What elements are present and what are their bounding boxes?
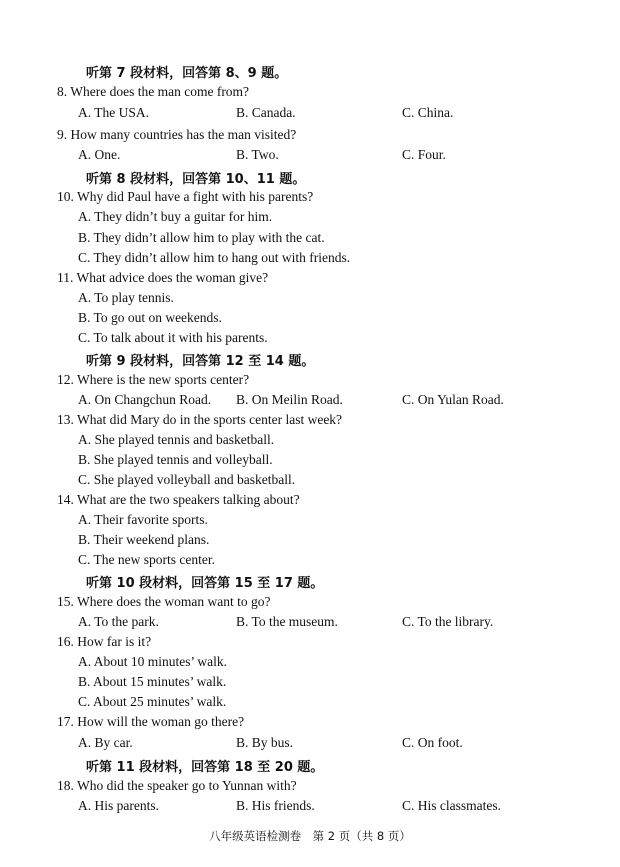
question-16-option-c: C. About 25 minutes’ walk. bbox=[78, 694, 227, 709]
question-12-stem: 12. Where is the new sports center? bbox=[57, 372, 250, 387]
question-9-option-a: A. One. bbox=[78, 147, 121, 162]
question-16-option-a: A. About 10 minutes’ walk. bbox=[78, 654, 227, 669]
question-17-stem: 17. How will the woman go there? bbox=[57, 714, 245, 729]
question-11-stem: 11. What advice does the woman give? bbox=[57, 270, 269, 285]
question-11-option-c: C. To talk about it with his parents. bbox=[78, 330, 268, 345]
question-9-option-b: B. Two. bbox=[236, 147, 279, 162]
section-header-8: 听第 8 段材料，回答第 10、11 题。 bbox=[86, 172, 306, 187]
question-11-option-a: A. To play tennis. bbox=[78, 290, 174, 305]
section-header-10: 听第 10 段材料，回答第 15 至 17 题。 bbox=[86, 576, 324, 591]
question-12-option-a: A. On Changchun Road. bbox=[78, 392, 212, 407]
question-9-stem: 9. How many countries has the man visited? bbox=[57, 127, 297, 142]
question-13-option-b: B. She played tennis and volleyball. bbox=[78, 452, 273, 467]
question-13-stem: 13. What did Mary do in the sports center last week? bbox=[57, 412, 343, 427]
question-14-stem: 14. What are the two speakers talking about? bbox=[57, 492, 300, 507]
page-footer: 八年级英语检测卷 第 2 页（共 8 页） bbox=[209, 829, 411, 843]
question-17-option-b: B. By bus. bbox=[236, 735, 294, 750]
question-8-option-a: A. The USA. bbox=[78, 105, 150, 120]
question-10-stem: 10. Why did Paul have a fight with his parents? bbox=[57, 189, 314, 204]
question-10-option-a: A. They didn’t buy a guitar for him. bbox=[78, 209, 273, 224]
question-18-option-a: A. His parents. bbox=[78, 798, 159, 813]
question-15-stem: 15. Where does the woman want to go? bbox=[57, 594, 271, 609]
question-11-option-b: B. To go out on weekends. bbox=[78, 310, 222, 325]
question-16-stem: 16. How far is it? bbox=[57, 634, 152, 649]
question-15-option-c: C. To the library. bbox=[402, 614, 494, 629]
question-12-option-c: C. On Yulan Road. bbox=[402, 392, 504, 407]
question-18-option-c: C. His classmates. bbox=[402, 798, 501, 813]
question-14-option-b: B. Their weekend plans. bbox=[78, 532, 210, 547]
question-18-stem: 18. Who did the speaker go to Yunnan with? bbox=[57, 778, 297, 793]
question-15-option-b: B. To the museum. bbox=[236, 614, 338, 629]
question-13-option-c: C. She played volleyball and basketball. bbox=[78, 472, 296, 487]
question-17-option-a: A. By car. bbox=[78, 735, 133, 750]
question-14-option-c: C. The new sports center. bbox=[78, 552, 215, 567]
question-8-stem: 8. Where does the man come from? bbox=[57, 84, 250, 99]
question-13-option-a: A. She played tennis and basketball. bbox=[78, 432, 275, 447]
question-9-option-c: C. Four. bbox=[402, 147, 446, 162]
section-header-9: 听第 9 段材料，回答第 12 至 14 题。 bbox=[86, 354, 315, 369]
question-12-option-b: B. On Meilin Road. bbox=[236, 392, 343, 407]
question-10-option-b: B. They didn’t allow him to play with the cat. bbox=[78, 230, 325, 245]
section-header-7: 听第 7 段材料，回答第 8、9 题。 bbox=[86, 66, 288, 81]
question-18-option-b: B. His friends. bbox=[236, 798, 315, 813]
question-17-option-c: C. On foot. bbox=[402, 735, 463, 750]
question-8-option-c: C. China. bbox=[402, 105, 454, 120]
question-16-option-b: B. About 15 minutes’ walk. bbox=[78, 674, 227, 689]
section-header-11: 听第 11 段材料，回答第 18 至 20 题。 bbox=[86, 760, 324, 775]
question-14-option-a: A. Their favorite sports. bbox=[78, 512, 208, 527]
question-10-option-c: C. They didn’t allow him to hang out with friends. bbox=[78, 250, 351, 265]
question-15-option-a: A. To the park. bbox=[78, 614, 159, 629]
question-8-option-b: B. Canada. bbox=[236, 105, 296, 120]
